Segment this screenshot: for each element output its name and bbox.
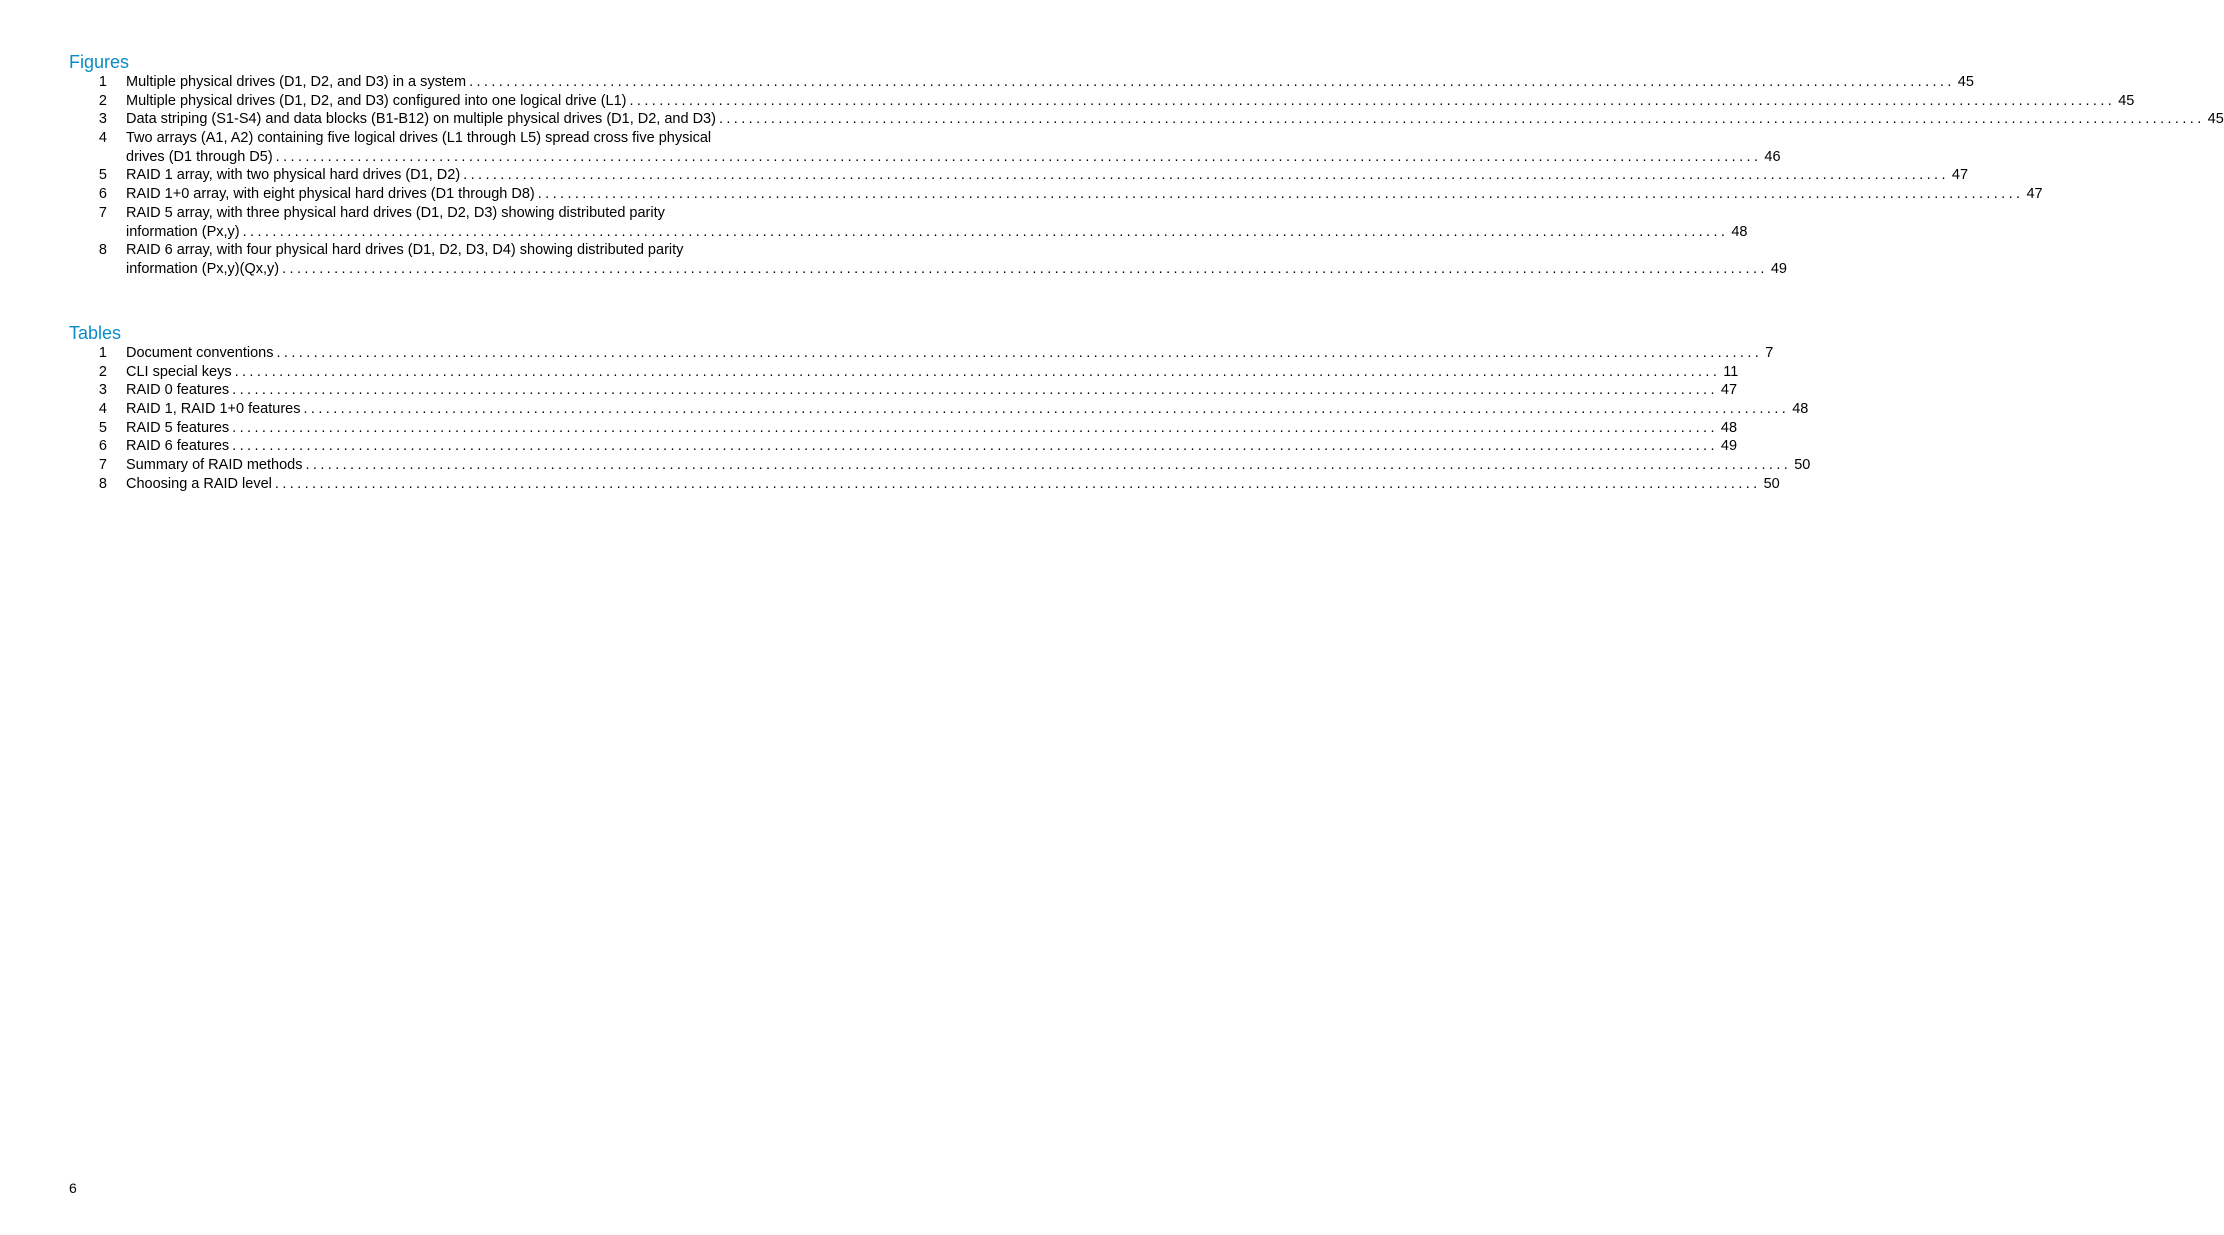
toc-entry-number: 8: [98, 242, 107, 259]
toc-entry[interactable]: [69, 166, 1969, 185]
toc-entry-number: 8: [98, 475, 107, 492]
toc-entry-title: RAID 0 features: [126, 382, 230, 399]
toc-entry-number: 2: [98, 363, 107, 380]
toc-entry[interactable]: [69, 73, 1974, 92]
toc-entry[interactable]: [69, 241, 1787, 278]
toc-entry-number: 5: [98, 419, 107, 436]
toc-entry[interactable]: [69, 110, 2224, 129]
dot-leader: ........................................................................................................................................................................................................: [537, 186, 2024, 203]
dot-leader: ........................................................................................................................................................................................................: [718, 111, 2205, 128]
toc-entry-page: 47: [1720, 382, 1738, 399]
toc-entry[interactable]: [69, 92, 2135, 111]
toc-entry-page: 45: [1957, 74, 1974, 90]
toc-entry[interactable]: [69, 185, 2043, 204]
toc-entry-number: 6: [98, 438, 107, 455]
toc-entry-number: 7: [98, 457, 107, 474]
dot-leader: ........................................................................................................................................................................................................: [303, 401, 1790, 418]
toc-entry-number: 3: [98, 111, 107, 128]
toc-entry-page: 7: [1765, 345, 1774, 361]
toc-entry-page: 47: [2026, 186, 2043, 203]
toc-entry-page: 47: [1951, 167, 1969, 184]
toc-entry-title: Data striping (S1-S4) and data blocks (B1-B12) on multiple physical drives (D1, D2, and D3): [126, 111, 716, 128]
dot-leader: ........................................................................................................................................................................................................: [276, 345, 1763, 361]
dot-leader: ........................................................................................................................................................................................................: [232, 438, 1718, 455]
toc-entry-title: RAID 1+0 array, with eight physical hard drives (D1 through D8): [126, 186, 535, 203]
toc-entry-title: RAID 5 features: [126, 419, 230, 436]
toc-entry[interactable]: [69, 456, 1811, 475]
dot-leader: ........................................................................................................................................................................................................: [234, 363, 1721, 380]
toc-entry-title: Multiple physical drives (D1, D2, and D3) configured into one logical drive (L1): [126, 92, 627, 109]
toc-entry-page: 50: [1794, 457, 1811, 474]
toc-entry-number: 1: [98, 345, 107, 361]
toc-entry-page: 45: [2207, 111, 2224, 128]
toc-entry-title: CLI special keys: [126, 363, 232, 380]
toc-entry-number: 5: [98, 167, 107, 184]
toc-entry-title: Choosing a RAID level: [126, 475, 272, 492]
toc-entry-number: 6: [98, 186, 107, 203]
toc-entry-number: 2: [98, 92, 107, 109]
toc-entry-number: 1: [98, 74, 107, 90]
toc-entry-title: information (Px,y): [126, 223, 240, 240]
toc-entry-title: RAID 6 array, with four physical hard drives (D1, D2, D3, D4) showing distributed parity: [126, 242, 684, 259]
figures-list: [69, 73, 2224, 279]
toc-entry-page: 49: [1770, 260, 1787, 277]
tables-list: [69, 344, 1811, 494]
toc-entry-number: 3: [98, 382, 107, 399]
toc-entry-number: 4: [98, 130, 107, 147]
toc-entry-title: information (Px,y)(Qx,y): [126, 260, 280, 277]
toc-entry-title: RAID 6 features: [126, 438, 230, 455]
toc-entry-number: 4: [98, 401, 107, 418]
dot-leader: ........................................................................................................................................................................................................: [282, 260, 1768, 277]
toc-entry-page: 45: [2118, 92, 2135, 109]
toc-entry[interactable]: [69, 419, 1738, 438]
dot-leader: ........................................................................................................................................................................................................: [242, 223, 1729, 240]
toc-entry-number: 7: [98, 204, 107, 221]
toc-entry-title: RAID 1, RAID 1+0 features: [126, 401, 301, 418]
dot-leader: ........................................................................................................................................................................................................: [275, 148, 1762, 165]
toc-entry-title: RAID 1 array, with two physical hard drives (D1, D2): [126, 167, 461, 184]
toc-entry-title: Multiple physical drives (D1, D2, and D3) in a system: [126, 74, 467, 90]
toc-entry-title: RAID 5 array, with three physical hard drives (D1, D2, D3) showing distributed parity: [126, 204, 665, 221]
dot-leader: ........................................................................................................................................................................................................: [469, 74, 1955, 90]
toc-entry-page: 48: [1720, 419, 1738, 436]
toc-entry-title: Summary of RAID methods: [126, 457, 303, 474]
toc-entry-title: Document conventions: [126, 345, 274, 361]
toc-entry[interactable]: [69, 204, 1748, 241]
toc-entry-page: 50: [1763, 475, 1780, 492]
toc-entry[interactable]: [69, 400, 1809, 419]
tables-heading: Tables: [69, 323, 122, 343]
toc-entry-page: 48: [1731, 223, 1748, 240]
toc-entry-page: 11: [1723, 363, 1739, 380]
dot-leader: ........................................................................................................................................................................................................: [232, 382, 1718, 399]
dot-leader: ........................................................................................................................................................................................................: [274, 475, 1761, 492]
dot-leader: ........................................................................................................................................................................................................: [629, 92, 2116, 109]
toc-entry[interactable]: [69, 437, 1738, 456]
dot-leader: ........................................................................................................................................................................................................: [305, 457, 1792, 474]
figures-section: [69, 51, 2224, 279]
toc-entry[interactable]: [69, 475, 1780, 494]
tables-section: [69, 322, 1811, 494]
toc-entry[interactable]: [69, 344, 1774, 363]
toc-entry[interactable]: [69, 381, 1738, 400]
page-number: 6: [69, 1180, 77, 1196]
toc-entry-title: drives (D1 through D5): [126, 148, 273, 165]
toc-entry-page: 49: [1720, 438, 1738, 455]
toc-entry[interactable]: [69, 363, 1739, 382]
toc-entry-page: 46: [1764, 148, 1781, 165]
toc-entry-title: Two arrays (A1, A2) containing five logical drives (L1 through L5) spread cross five physical: [126, 130, 712, 147]
toc-entry-page: 48: [1792, 401, 1809, 418]
dot-leader: ........................................................................................................................................................................................................: [232, 419, 1718, 436]
dot-leader: ........................................................................................................................................................................................................: [463, 167, 1949, 184]
figures-heading: Figures: [69, 52, 130, 72]
toc-entry[interactable]: [69, 129, 1781, 166]
